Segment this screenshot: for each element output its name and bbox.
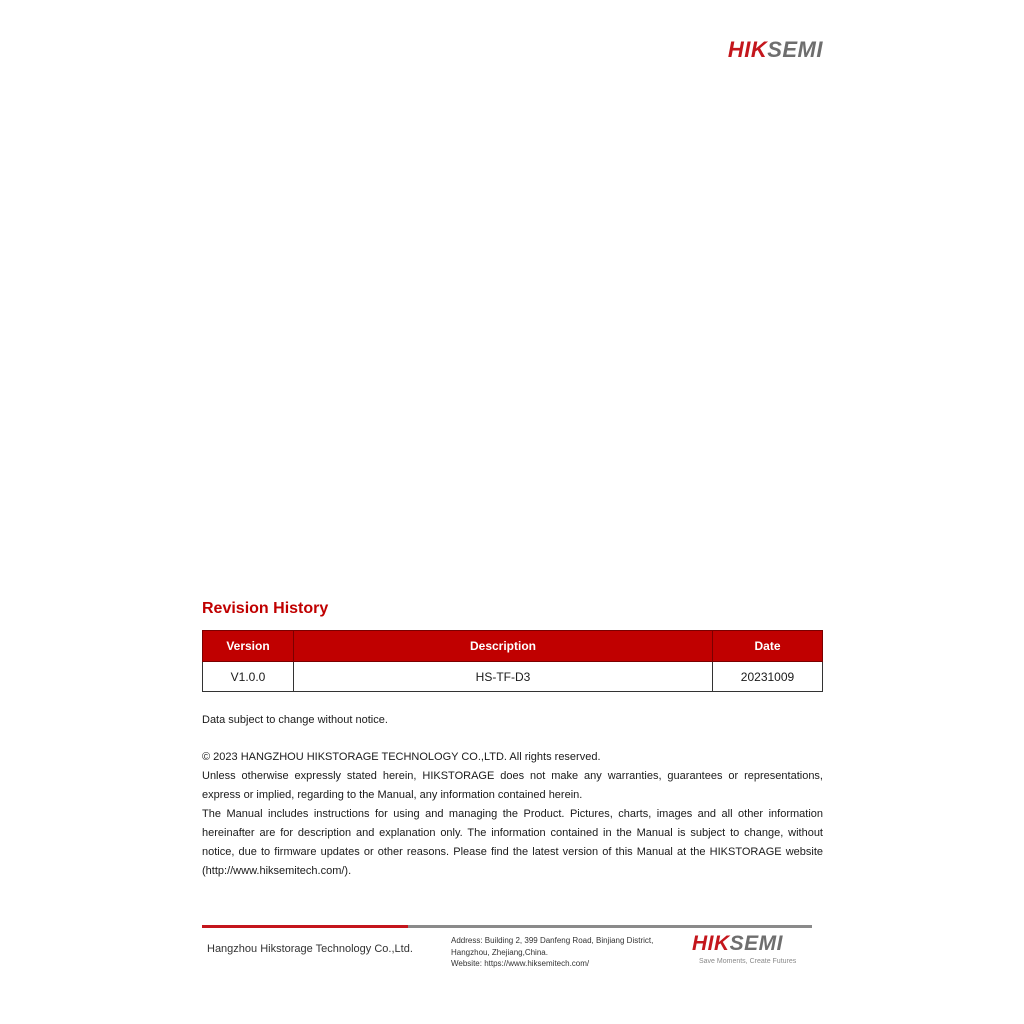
footer-address <box>451 935 681 970</box>
cell-date: 20231009 <box>713 662 823 692</box>
footer-logo-hik-text: HIK <box>692 932 730 955</box>
column-header-date: Date <box>713 631 823 662</box>
cell-version: V1.0.0 <box>203 662 294 692</box>
warranty-paragraph: Unless otherwise expressly stated herein, HIKSTORAGE does not make any warranties, guarantees or representations, express or implied, regarding to the Manual, any information contained herein. <box>202 770 823 801</box>
table-row <box>203 662 823 692</box>
footer-company-name: Hangzhou Hikstorage Technology Co.,Ltd. <box>207 943 413 955</box>
change-notice: Data subject to change without notice. <box>202 714 388 726</box>
footer-divider-gray <box>408 925 812 928</box>
address-line: Address: Building 2, 399 Danfeng Road, Binjiang District, <box>451 936 654 945</box>
website-line: Website: https://www.hiksemitech.com/ <box>451 959 590 968</box>
footer-logo-semi-text: SEMI <box>729 932 784 955</box>
footer-hiksemi-logo <box>692 932 783 956</box>
column-header-description: Description <box>294 631 713 662</box>
column-header-version: Version <box>203 631 294 662</box>
footer-divider-red <box>202 925 408 928</box>
revision-table <box>202 630 823 692</box>
address-line: Hangzhou, Zhejiang,China. <box>451 947 548 957</box>
revision-history-title: Revision History <box>202 600 329 617</box>
footer-slogan: Save Moments, Create Futures <box>699 958 797 965</box>
copyright-line: © 2023 HANGZHOU HIKSTORAGE TECHNOLOGY CO.,LTD. All rights reserved. <box>202 751 601 763</box>
logo-semi-text: SEMI <box>767 37 823 62</box>
manual-paragraph: The Manual includes instructions for using and managing the Product. Pictures, charts, images and all other information hereinafter are for description and explanation only. The information contained in the Manual is subject to change, without notice, due to firmware updates or other reasons. Please find the latest version of this Manual at the HIKSTORAGE website (http://www.hiksemitech.com/). <box>202 808 823 877</box>
hiksemi-logo <box>728 37 823 63</box>
cell-description: HS-TF-D3 <box>294 662 713 692</box>
table-header-row <box>203 631 823 662</box>
legal-notice <box>202 748 823 881</box>
logo-hik-text: HIK <box>727 37 768 62</box>
